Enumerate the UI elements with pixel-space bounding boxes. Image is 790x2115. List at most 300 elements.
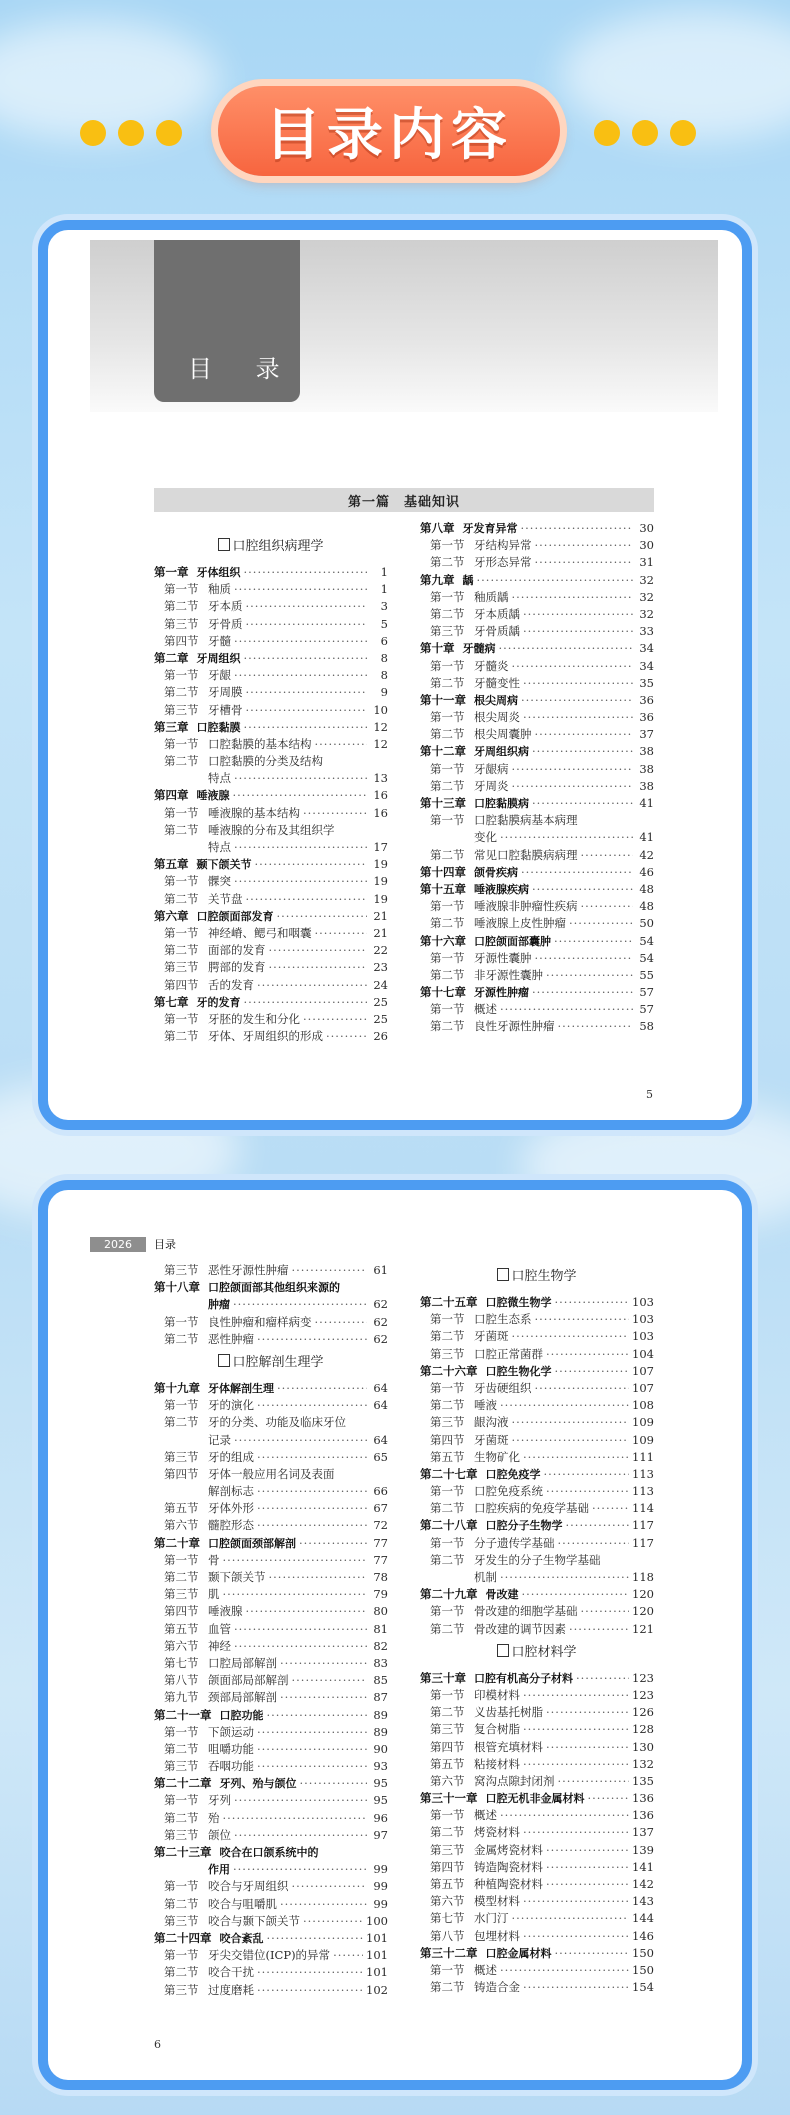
toc-page-number: 6 <box>380 633 388 648</box>
toc-leader-dots <box>569 915 633 932</box>
toc-section-row <box>420 589 654 606</box>
toc-page-number: 19 <box>373 891 388 906</box>
toc-entry-number: 第二节 <box>430 1329 465 1344</box>
toc-entry-number: 第二节 <box>164 943 199 958</box>
toc-section-row <box>154 1810 388 1827</box>
toc-page-number: 126 <box>632 1705 654 1720</box>
toc-section-row <box>420 778 654 795</box>
toc-section-row <box>420 1876 654 1893</box>
toc-page-number: 101 <box>366 1930 388 1945</box>
toc-entry-title: 良性牙源性肿瘤 <box>474 1019 555 1034</box>
toc-section-row <box>420 1397 654 1414</box>
toc-leader-dots <box>257 1964 363 1981</box>
toc-section-row <box>420 967 654 984</box>
toc-entry-title: 髓腔形态 <box>208 1518 254 1533</box>
toc-entry-number: 第一节 <box>164 1011 199 1026</box>
toc-page-number: 93 <box>373 1759 388 1774</box>
toc-entry-number: 第五节 <box>430 1877 465 1891</box>
toc-page-number: 16 <box>373 805 388 820</box>
toc-section-row <box>154 822 388 839</box>
toc-section-row <box>154 616 388 633</box>
toc-entry-title: 神经 <box>208 1638 231 1653</box>
toc-entry-title: 牙的发育 <box>196 995 241 1009</box>
toc-page-number: 120 <box>632 1587 654 1602</box>
toc-page-number: 67 <box>373 1501 388 1516</box>
toc-section-row <box>154 873 388 890</box>
toc-entry-number: 第一节 <box>430 658 465 673</box>
toc-page-number: 35 <box>639 675 654 690</box>
toc-page-number: 80 <box>373 1604 388 1619</box>
toc-leader-dots <box>523 1756 629 1773</box>
toc-entry-number: 第一节 <box>164 925 199 940</box>
toc-entry-number: 第二节 <box>430 778 465 793</box>
toc-entry-number: 第一节 <box>430 761 465 776</box>
toc-entry-number: 第二节 <box>430 1825 465 1840</box>
toc-page-number: 64 <box>373 1398 388 1413</box>
toc-page-number: 89 <box>373 1724 388 1739</box>
toc-section-row <box>420 950 654 967</box>
toc-section-row <box>420 1001 654 1018</box>
toc-section-row <box>420 1859 654 1876</box>
toc-leader-dots <box>523 623 633 640</box>
toc-entry-title: 牙周组织 <box>196 651 241 665</box>
toc-page-number: 137 <box>632 1825 654 1840</box>
toc-page-number: 57 <box>639 985 654 1000</box>
toc-entry-title: 牙的分类、功能及临床牙位 <box>208 1415 346 1430</box>
toc-section-row <box>154 1449 388 1466</box>
toc-page-number: 143 <box>632 1894 654 1909</box>
toc-page-number: 81 <box>373 1621 388 1636</box>
toc-entry-title: 模型材料 <box>474 1894 520 1909</box>
toc-entry-number: 第一节 <box>164 1948 199 1963</box>
toc-page-number: 77 <box>373 1535 388 1550</box>
toc-leader-dots <box>277 908 368 925</box>
toc-page-number: 130 <box>632 1739 654 1754</box>
toc-leader-dots <box>558 1535 630 1552</box>
toc-entry-number: 第一节 <box>430 1808 465 1823</box>
toc-leader-dots <box>554 933 633 950</box>
toc-section-row <box>420 1414 654 1431</box>
toc-leader-dots <box>246 616 368 633</box>
toc-page-number: 22 <box>373 943 388 958</box>
toc-entry-title: 口腔生态系 <box>474 1312 532 1327</box>
toc-chapter-row <box>420 640 654 657</box>
toc-entry-title: 恶性肿瘤 <box>208 1331 254 1346</box>
toc-section-row <box>420 1346 654 1363</box>
toc-leader-dots <box>303 1011 367 1028</box>
toc-entry-title: 牙槽骨 <box>208 702 243 717</box>
toc-leader-dots <box>315 1314 368 1331</box>
toc-leader-dots <box>532 795 633 812</box>
toc-page-number: 99 <box>373 1896 388 1911</box>
toc-entry-number: 第一节 <box>164 1314 199 1329</box>
toc-leader-dots <box>292 1672 368 1689</box>
toc-chapter-row <box>154 1707 388 1724</box>
toc-page-number: 54 <box>639 950 654 965</box>
toc-leader-dots <box>223 1552 368 1569</box>
toc-leader-dots <box>523 606 633 623</box>
toc-entry-title: 牙体组织 <box>196 566 241 579</box>
toc-entry-title: 口腔颌面颈部解剖 <box>208 1536 296 1550</box>
toc-entry-number: 第二节 <box>164 1331 199 1346</box>
toc-page-number: 8 <box>380 668 388 683</box>
toc-chapter-row <box>420 1466 654 1483</box>
toc-section-row <box>154 1603 388 1620</box>
toc-section-row <box>420 1535 654 1552</box>
toc-leader-dots <box>500 829 633 846</box>
dot-icon <box>156 120 182 146</box>
toc-chapter-row <box>154 787 388 804</box>
toc-entry-number: 第二节 <box>430 727 465 742</box>
toc-entry-title: 颞下颌关节 <box>196 858 252 872</box>
toc-page-number: 41 <box>639 830 654 845</box>
toc-page-number: 32 <box>639 572 654 587</box>
toc-page-number: 101 <box>366 1948 388 1963</box>
toc-page-number: 26 <box>373 1029 388 1044</box>
toc-page-number: 141 <box>632 1859 654 1874</box>
toc-entry-title: 龈沟液 <box>474 1415 509 1430</box>
toc-leader-dots <box>234 1638 367 1655</box>
toc-section-row <box>154 1655 388 1672</box>
toc-chapter-row <box>154 908 388 925</box>
toc-page-number: 19 <box>373 874 388 889</box>
toc-chapter-row <box>154 856 388 873</box>
toc-entry-title: 牙龈病 <box>474 761 509 776</box>
toc-leader-dots <box>581 1603 630 1620</box>
toc-page-number: 97 <box>373 1827 388 1842</box>
toc-page-number: 139 <box>632 1842 654 1857</box>
toc-section-row <box>154 770 388 787</box>
toc-entry-title: 概述 <box>474 1002 497 1017</box>
toc-page-number: 12 <box>373 736 388 751</box>
toc-entry-title: 殆 <box>208 1810 220 1825</box>
toc-leader-dots <box>255 856 368 873</box>
toc-page-number: 121 <box>632 1621 654 1636</box>
toc-chapter-row <box>154 1296 388 1313</box>
toc-entry-number: 第二十四章 <box>154 1930 212 1945</box>
toc-entry-title: 牙源性囊肿 <box>474 950 532 965</box>
toc-leader-dots <box>257 977 367 994</box>
toc-entry-number: 第十八章 <box>154 1280 200 1295</box>
toc-leader-dots <box>581 898 634 915</box>
toc-entry-title: 牙周组织病 <box>474 745 529 759</box>
toc-page-number: 32 <box>639 589 654 604</box>
toc-section-row <box>154 1913 388 1930</box>
toc-entry-number: 第十七章 <box>420 985 466 1000</box>
dot-icon <box>670 120 696 146</box>
toc-leader-dots <box>234 1621 367 1638</box>
toc-page-number: 103 <box>632 1295 654 1309</box>
toc-entry-number: 第一节 <box>164 582 199 597</box>
section-heading-text: 口腔解剖生理学 <box>232 1354 324 1370</box>
toc-entry-title: 复合树脂 <box>474 1722 520 1737</box>
toc-section-row <box>154 1552 388 1569</box>
toc-leader-dots <box>244 650 368 667</box>
toc-entry-number: 第三十二章 <box>420 1945 478 1960</box>
toc-section-row <box>420 1962 654 1979</box>
toc-entry-number: 第二节 <box>430 1501 465 1516</box>
toc-entry-title: 口腔颌面部其他组织来源的 <box>208 1281 340 1295</box>
toc-page-number: 96 <box>373 1810 388 1825</box>
toc-page-number: 30 <box>639 521 654 535</box>
toc-entry-title: 根管充填材料 <box>474 1739 543 1754</box>
toc-entry-number: 第一节 <box>430 813 465 828</box>
toc-entry-title: 唾液腺上皮性肿瘤 <box>474 916 566 931</box>
toc-page-number: 25 <box>373 994 388 1009</box>
toc-section-row <box>154 581 388 598</box>
toc-section-row <box>154 1414 388 1431</box>
toc-tab-label: 目 录 <box>188 355 298 383</box>
toc-leader-dots <box>555 1294 630 1311</box>
toc-section-row <box>154 736 388 753</box>
toc-entry-title: 咀嚼功能 <box>208 1741 254 1756</box>
toc-page-number: 57 <box>639 1002 654 1017</box>
toc-page-number: 109 <box>632 1432 654 1447</box>
toc-entry-number: 第二节 <box>430 1980 465 1995</box>
toc-page-number: 38 <box>639 778 654 793</box>
toc-page-number: 107 <box>632 1363 654 1378</box>
toc-page-number: 95 <box>373 1776 388 1791</box>
toc-section-row <box>154 1758 388 1775</box>
toc-chapter-row <box>154 719 388 736</box>
toc-entry-title: 牙体、牙周组织的形成 <box>208 1029 323 1044</box>
toc-entry-number: 第二节 <box>164 599 199 614</box>
toc-entry-title: 牙列 <box>208 1793 231 1808</box>
toc-page-number: 108 <box>632 1398 654 1413</box>
box-icon <box>218 1354 230 1367</box>
toc-section-row <box>154 1947 388 1964</box>
toc-page-number: 146 <box>632 1928 654 1943</box>
toc-entry-number: 第十六章 <box>420 933 466 948</box>
section-heading-text: 口腔生物学 <box>511 1269 577 1284</box>
toc-chapter-row <box>420 1517 654 1534</box>
toc-leader-dots <box>244 719 368 736</box>
toc-entry-number: 第二节 <box>430 1552 465 1567</box>
toc-section-row <box>420 1824 654 1841</box>
toc-page-number: 99 <box>373 1862 388 1877</box>
toc-entry-number: 第一节 <box>164 874 199 889</box>
toc-section-row <box>420 1311 654 1328</box>
toc-page-number: 83 <box>373 1655 388 1670</box>
toc-section-row <box>154 925 388 942</box>
toc-entry-title: 口腔局部解剖 <box>208 1655 277 1670</box>
toc-section-row <box>420 1328 654 1345</box>
toc-leader-dots <box>280 1655 367 1672</box>
toc-entry-number: 第一节 <box>164 1724 199 1739</box>
toc-entry-title: 牙体解剖生理 <box>208 1381 274 1395</box>
toc-entry-number: 第十三章 <box>420 796 466 810</box>
toc-entry-number: 第二章 <box>154 650 189 665</box>
toc-leader-dots <box>234 581 367 598</box>
toc-entry-number: 第二节 <box>164 1896 199 1911</box>
toc-section-row <box>154 839 388 856</box>
toc-entry-title: 口腔金属材料 <box>485 1946 552 1960</box>
toc-page-number: 41 <box>639 796 654 810</box>
toc-page-number: 150 <box>632 1962 654 1977</box>
dot-icon <box>632 120 658 146</box>
toc-section-row <box>420 1928 654 1945</box>
toc-page-number: 118 <box>632 1570 654 1584</box>
toc-entry-number: 第一节 <box>430 1484 465 1499</box>
toc-entry-title: 牙形态异常 <box>474 555 532 570</box>
toc-section-row <box>154 1397 388 1414</box>
toc-section-row <box>420 1552 654 1569</box>
toc-entry-title: 口腔颌面部囊肿 <box>474 934 551 948</box>
toc-leader-dots <box>499 640 634 657</box>
toc-entry-title: 骨 <box>208 1552 220 1567</box>
toc-entry-number: 第二十五章 <box>420 1295 478 1309</box>
toc-entry-number: 第十四章 <box>420 864 466 879</box>
toc-leader-dots <box>326 1028 367 1045</box>
toc-entry-title: 龋 <box>462 573 474 587</box>
toc-section-row <box>154 684 388 701</box>
toc-page-number: 72 <box>373 1518 388 1533</box>
toc-section-row <box>420 1018 654 1035</box>
toc-entry-number: 第二节 <box>430 555 465 570</box>
section-heading <box>420 1638 654 1664</box>
toc-chapter-row <box>420 933 654 950</box>
toc-entry-number: 第一节 <box>164 805 199 820</box>
toc-entry-number: 第二节 <box>430 606 465 621</box>
toc-page-number: 128 <box>632 1722 654 1737</box>
toc-entry-title: 牙髓病 <box>462 642 496 656</box>
toc-section-row <box>154 753 388 770</box>
toc-page-number: 123 <box>632 1687 654 1702</box>
toc-section-row <box>154 1314 388 1331</box>
toc-entry-title: 唾液腺疾病 <box>474 882 529 896</box>
toc-leader-dots <box>477 572 634 589</box>
toc-entry-title: 特点 <box>208 840 231 854</box>
toc-section-row <box>154 1586 388 1603</box>
toc-chapter-row <box>420 795 654 812</box>
toc-page-number: 117 <box>632 1535 654 1550</box>
toc-page-number: 32 <box>639 606 654 621</box>
toc-page-number: 50 <box>639 916 654 931</box>
toc-entry-number: 第二十三章 <box>154 1845 212 1859</box>
toc-section-row <box>154 1792 388 1809</box>
toc-leader-dots <box>512 778 634 795</box>
toc-leader-dots <box>269 942 368 959</box>
toc-page-number: 109 <box>632 1415 654 1430</box>
toc-entry-number: 第六节 <box>164 1518 199 1533</box>
toc-leader-dots <box>512 589 634 606</box>
toc-page-number: 123 <box>632 1670 654 1685</box>
dot-icon <box>594 120 620 146</box>
toc-section-row <box>420 623 654 640</box>
toc-leader-dots <box>234 1827 367 1844</box>
toc-entry-title: 常见口腔黏膜病病理 <box>474 847 578 862</box>
toc-leader-dots <box>234 633 367 650</box>
toc-leader-dots <box>588 1790 630 1807</box>
toc-leader-dots <box>257 1483 367 1500</box>
toc-section-row <box>154 1827 388 1844</box>
toc-section-row <box>154 1689 388 1706</box>
toc-entry-number: 第三节 <box>164 1827 199 1842</box>
toc-entry-title: 唾液腺非肿瘤性疾病 <box>474 899 578 914</box>
toc-page-number: 107 <box>632 1380 654 1395</box>
toc-leader-dots <box>576 1670 629 1687</box>
toc-leader-dots <box>246 702 368 719</box>
toc-entry-number: 第一节 <box>430 538 465 553</box>
toc-leader-dots <box>303 805 367 822</box>
toc-entry-title: 咬合在口颌系统中的 <box>219 1846 319 1859</box>
toc-chapter-row <box>420 520 654 537</box>
toc-page-number: 99 <box>373 1879 388 1894</box>
toc-entry-title: 牙列、殆与颌位 <box>219 1777 297 1791</box>
toc-page-number: 58 <box>639 1019 654 1034</box>
toc-section-row <box>154 1672 388 1689</box>
toc-entry-number: 第五节 <box>164 1621 199 1636</box>
toc-entry-title: 关节盘 <box>208 891 243 906</box>
toc-entry-title: 牙周膜 <box>208 685 243 700</box>
toc-entry-title: 下颌运动 <box>208 1724 254 1739</box>
toc-leader-dots <box>523 1721 629 1738</box>
toc-entry-number: 第二十九章 <box>420 1587 478 1602</box>
toc-page-number: 13 <box>373 771 388 786</box>
toc-leader-dots <box>267 1930 364 1947</box>
toc-leader-dots <box>246 598 368 615</box>
toc-section-row <box>154 959 388 976</box>
toc-page-number: 150 <box>632 1945 654 1960</box>
toc-entry-number: 第二节 <box>164 1570 199 1584</box>
toc-leader-dots <box>223 1810 368 1827</box>
toc-chapter-row <box>154 1279 388 1296</box>
toc-section-row <box>420 1721 654 1738</box>
toc-page-number: 21 <box>373 925 388 940</box>
toc-entry-number: 第一节 <box>430 1312 465 1327</box>
toc-page-number: 37 <box>639 727 654 742</box>
toc-entry-title: 腭部的发育 <box>208 960 266 975</box>
toc-leader-dots <box>512 761 634 778</box>
toc-leader-dots <box>257 1741 367 1758</box>
toc-chapter-row <box>154 1535 388 1552</box>
toc-section-row <box>154 1517 388 1534</box>
toc-section-row <box>420 1739 654 1756</box>
toc-leader-dots <box>223 1586 368 1603</box>
toc-page-number: 54 <box>639 933 654 948</box>
toc-leader-dots <box>535 1311 630 1328</box>
toc-entry-number: 第一节 <box>430 1002 465 1017</box>
toc-section-row <box>420 554 654 571</box>
toc-chapter-row <box>154 1380 388 1397</box>
toc-leader-dots <box>535 554 634 571</box>
toc-leader-dots <box>500 1807 629 1824</box>
toc-section-row <box>154 1621 388 1638</box>
dot-icon <box>118 120 144 146</box>
toc-entry-title: 概述 <box>474 1808 497 1823</box>
toc-entry-title: 口腔疾病的免疫学基础 <box>474 1501 589 1516</box>
toc-entry-number: 第二十一章 <box>154 1707 212 1722</box>
toc-page-number: 78 <box>373 1570 388 1584</box>
toc-page-number: 103 <box>632 1312 654 1327</box>
toc-leader-dots <box>246 891 368 908</box>
toc-page-number: 154 <box>632 1980 654 1995</box>
toc-leader-dots <box>500 1001 633 1018</box>
toc-chapter-row <box>154 564 388 581</box>
toc-entry-title: 口腔分子生物学 <box>485 1519 563 1533</box>
toc-entry-title: 咬合干扰 <box>208 1965 254 1980</box>
toc-entry-title: 牙菌斑 <box>474 1329 509 1344</box>
toc-leader-dots <box>532 984 633 1001</box>
toc-leader-dots <box>546 1704 629 1721</box>
toc-leader-dots <box>535 950 634 967</box>
toc-entry-number: 第二十二章 <box>154 1776 212 1791</box>
toc-leader-dots <box>569 1621 629 1638</box>
toc-entry-number: 第三节 <box>164 1982 199 1997</box>
toc-entry-number: 第二节 <box>164 1415 199 1430</box>
toc-entry-number: 第一章 <box>154 565 189 579</box>
toc-leader-dots <box>257 1724 367 1741</box>
